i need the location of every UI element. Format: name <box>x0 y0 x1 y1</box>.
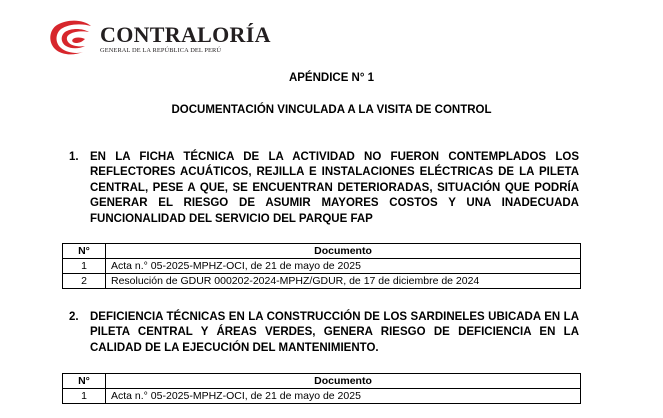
section-1-text: EN LA FICHA TÉCNICA DE LA ACTIVIDAD NO FUERON CONTEMPLADOS LOS REFLECTORES ACUÁTICOS, REJILLA E INSTALACIONES ELÉCTRICAS DE LA PILETA CENTRAL, PESE A QUE, SE ENCUENTRAN DETERIORADAS, SITUACIÓN QUE PODRÍA GENERAR EL RIESGO DE ASUMIR MAYORES COSTOS Y UNA INADECUADA FUNCIONALIDAD DEL SERVICIO DEL PARQUE FAP <box>90 151 579 225</box>
logo-name: CONTRALORÍA <box>100 22 271 47</box>
row-document: Acta n.° 05-2025-MPHZ-OCI, de 21 de mayo de 2025 <box>106 259 581 274</box>
section-2-text: DEFICIENCIA TÉCNICAS EN LA CONSTRUCCIÓN DE LOS SARDINELES UBICADA EN LA PILETA CENTRAL Y ÁREAS VERDES, GENERA RIESGO DE DEFICIENCIA EN LA CALIDAD DE LA EJECUCIÓN DEL MANTENIMIENTO. <box>90 311 579 354</box>
column-header-document: Documento <box>106 374 581 389</box>
table-header-row <box>63 244 581 259</box>
row-number: 1 <box>63 259 106 274</box>
table-header-row <box>63 374 581 389</box>
contraloria-logo <box>47 18 271 60</box>
column-header-document: Documento <box>106 244 581 259</box>
row-number: 1 <box>63 389 106 404</box>
table-row <box>63 389 581 404</box>
row-document: Resolución de GDUR 000202-2024-MPHZ/GDUR, de 17 de diciembre de 2024 <box>106 274 581 289</box>
column-header-number: N° <box>63 374 106 389</box>
section-2-number: 2. <box>69 311 79 323</box>
section-1-table <box>62 243 581 289</box>
table-row <box>63 274 581 289</box>
logo-subtitle: GENERAL DE LA REPÚBLICA DEL PERÚ <box>100 47 222 54</box>
table-row <box>63 259 581 274</box>
appendix-title: APÉNDICE N° 1 <box>288 72 375 84</box>
row-number: 2 <box>63 274 106 289</box>
contraloria-emblem-icon <box>47 18 95 60</box>
row-document: Acta n.° 05-2025-MPHZ-OCI, de 21 de mayo de 2025 <box>106 389 581 404</box>
column-header-number: N° <box>63 244 106 259</box>
section-2-table <box>62 373 581 404</box>
document-title: DOCUMENTACIÓN VINCULADA A LA VISITA DE CONTROL <box>171 104 492 116</box>
section-1-number: 1. <box>69 151 79 163</box>
